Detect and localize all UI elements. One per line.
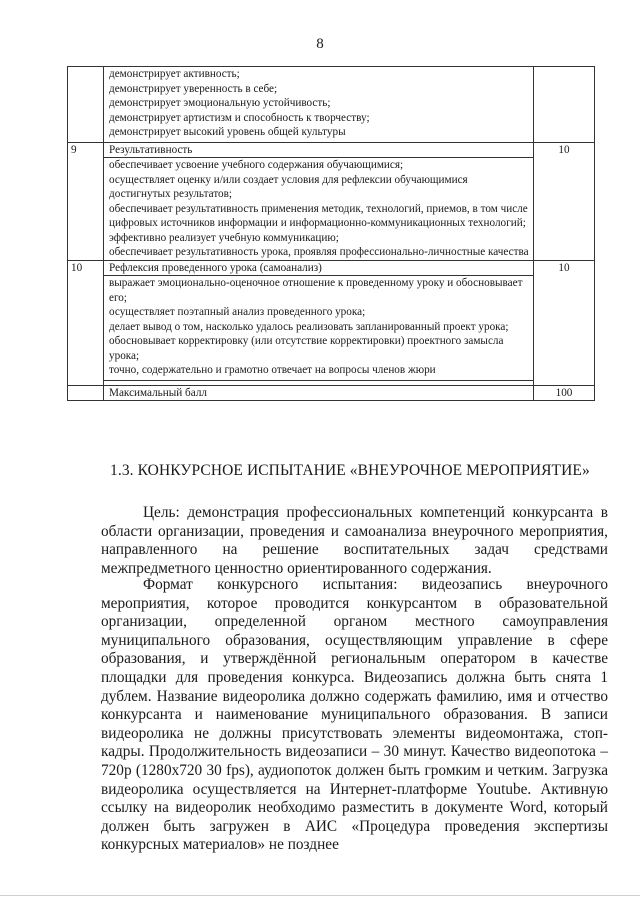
criterion-item: демонстрирует уверенность в себе; bbox=[109, 82, 278, 95]
criterion-item: обосновывает корректировку (или отсутствие корректировки) проектного замысла урока; bbox=[109, 335, 504, 362]
page-number: 8 bbox=[316, 36, 324, 52]
criterion-item: демонстрирует активность; bbox=[109, 68, 240, 80]
table-row-continued bbox=[68, 67, 595, 143]
row-number: 10 bbox=[68, 260, 104, 385]
criterion-item: выражает эмоционально-оценочное отношение к проведенному уроку и обосновывает его; bbox=[109, 277, 523, 304]
criteria-table bbox=[67, 66, 595, 401]
criterion-item: демонстрирует высокий уровень общей культуры bbox=[109, 126, 346, 138]
criterion-score: 10 bbox=[534, 142, 595, 260]
table-row-criterion-10 bbox=[68, 260, 595, 385]
criterion-item: обеспечивает усвоение учебного содержания обучающимися; bbox=[109, 159, 404, 171]
row-divider bbox=[104, 380, 533, 385]
table-row-total bbox=[68, 385, 595, 401]
criterion-title: Рефлексия проведенного урока (самоанализ) bbox=[104, 261, 533, 277]
criterion-item: точно, содержательно и грамотно отвечает на вопросы членов жюри bbox=[109, 364, 436, 376]
paragraph-goal: Цель: демонстрация профессиональных компетенций конкурсанта в области организации, проведения и самоанализа внеурочного мероприятия, направленного на решение воспитательных задач средствами межпредметного ценностно ориентированного содержания. bbox=[101, 504, 608, 577]
criterion-title: Результативность bbox=[104, 143, 533, 159]
criterion-item: делает вывод о том, насколько удалось реализовать запланированный проект урока; bbox=[109, 320, 509, 333]
criterion-item: обеспечивает результативность применения методик, технологий, приемов, в том числе цифровых источников информации и информационно-коммуникационных технологий; bbox=[109, 202, 528, 229]
criterion-item: осуществляет поэтапный анализ проведенного урока; bbox=[109, 306, 366, 318]
criterion-block bbox=[104, 260, 534, 385]
criterion-item: обеспечивает результативность урока, проявляя профессионально-личностные качества bbox=[109, 246, 529, 258]
row-number bbox=[68, 385, 104, 401]
criterion-item: демонстрирует артистизм и способность к творчеству; bbox=[109, 111, 370, 124]
criterion-block bbox=[104, 142, 534, 260]
table-row-criterion-9 bbox=[68, 142, 595, 260]
criterion-item: демонстрирует эмоциональную устойчивость; bbox=[109, 97, 331, 109]
page-bottom-edge bbox=[0, 895, 640, 896]
row-number bbox=[68, 67, 104, 143]
criterion-items bbox=[104, 67, 534, 143]
criterion-score bbox=[534, 67, 595, 143]
criterion-score: 10 bbox=[534, 260, 595, 385]
total-score: 100 bbox=[534, 385, 595, 401]
paragraph-format: Формат конкурсного испытания: видеозапись внеурочного мероприятия, которое проводится конкурсантом в образовательной организации, определенной органом местного самоуправления муниципального образования, осуществляющим управление в сфере образования, и утверждённой региональным оператором в качестве площадки для проведения конкурса. Видеозапись должна быть снята 1 дублем. Название видеоролика должно содержать фамилию, имя и отчество конкурсанта и наименование муниципального образования. В записи видеоролика не должны присутствовать элементы видеомонтажа, стоп-кадры. Продолжительность видеозаписи – 30 минут. Качество видеопотока – 720p (1280x720 30 fps), аудиопоток должен быть громким и четким. Загрузка видеоролика осуществляется на Интернет-платформе Youtube. Активную ссылку на видеоролик необходимо разместить в документе Word, который должен быть загружен в АИС «Процедура проведения экспертизы конкурсных материалов» не позднее bbox=[101, 576, 608, 854]
criterion-item: эффективно реализует учебную коммуникацию; bbox=[109, 231, 339, 244]
total-label: Максимальный балл bbox=[104, 385, 534, 401]
row-number: 9 bbox=[68, 142, 104, 260]
section-heading: 1.3. КОНКУРСНОЕ ИСПЫТАНИЕ «ВНЕУРОЧНОЕ МЕРОПРИЯТИЕ» bbox=[110, 462, 590, 479]
criterion-item: осуществляет оценку и/или создает условия для рефлексии обучающимися достигнутых результатов; bbox=[109, 173, 468, 200]
